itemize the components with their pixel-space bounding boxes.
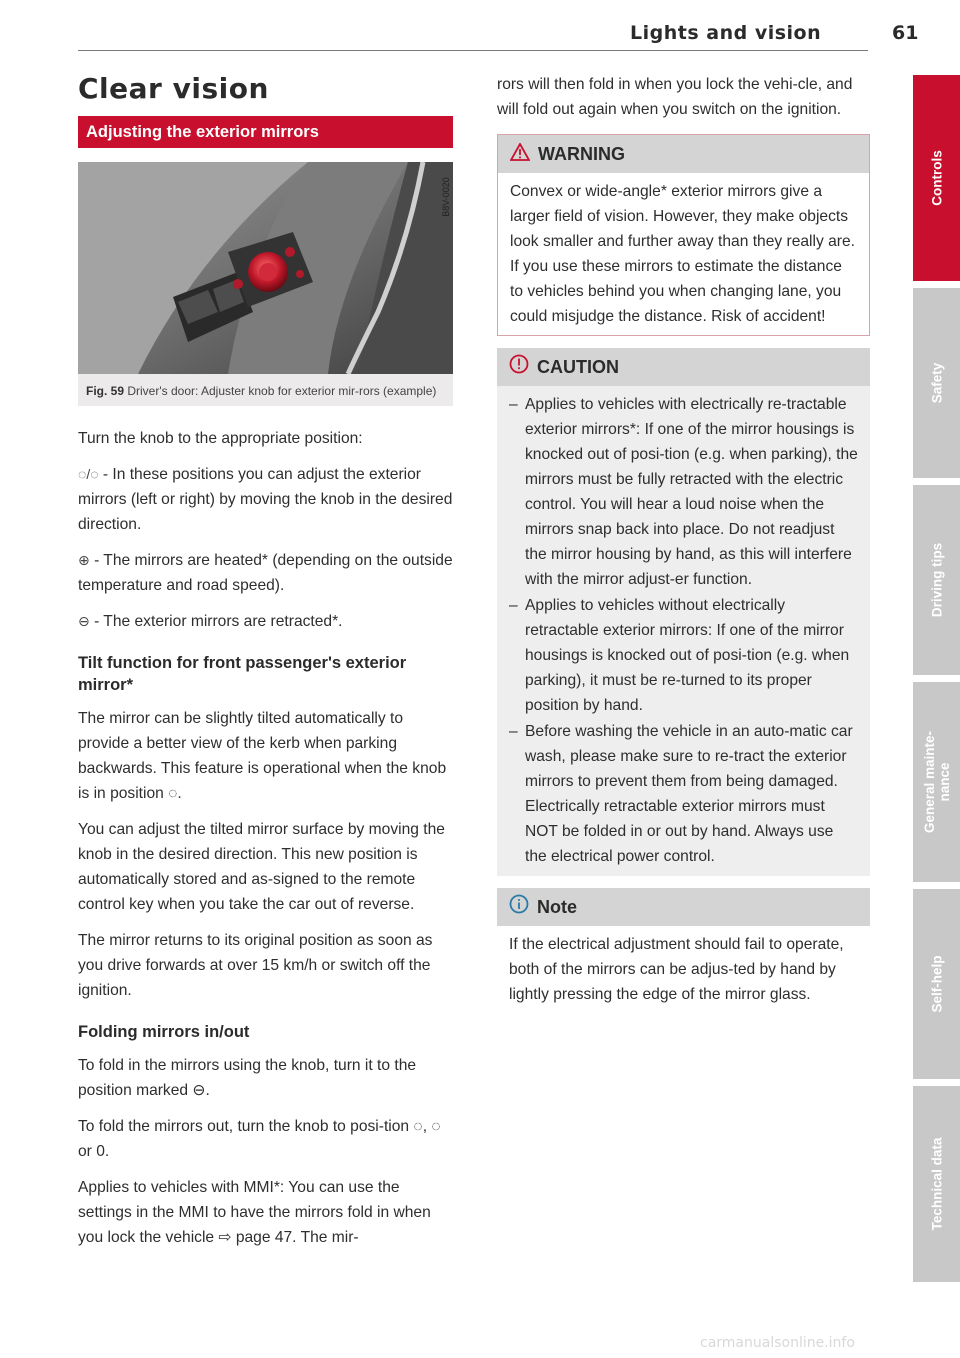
tilt-paragraph-2: You can adjust the tilted mirror surface by moving the knob in the desired direction. This new position is automatically stored and as-signed to the remote control key when you take the car out of reverse.: [78, 821, 445, 913]
tab-safety[interactable]: Safety: [913, 288, 960, 478]
caution-item: – Applies to vehicles with electrically re-tractable exterior mirrors*: If one of the mirror housings is knocked out of posi-tion (e.g. when parking), the mirrors must be fully retracted with the electric control. You will hear a loud noise when the mirrors snap back into place. Do not readjust the mirror housing by hand, as this will interfere with the mirror adjust-er function.: [509, 392, 858, 592]
caution-item: – Applies to vehicles without electrically retractable exterior mirrors: If one of the mirror housings is knocked out of posi-tion (e.g. when parking), it must be re-turned to its proper position by hand.: [509, 593, 858, 718]
note-text: If the electrical adjustment should fail to operate, both of the mirrors can be adjus-ted by hand by lightly pressing the edge of the mirror glass.: [509, 936, 844, 1003]
warning-box: [497, 134, 870, 336]
chapter-tabs: [913, 75, 960, 1289]
right-column: [497, 72, 870, 1013]
mirror-fold-icon: ⊖: [78, 613, 90, 629]
left-column: [78, 70, 453, 1261]
fold-paragraph-2: To fold the mirrors out, turn the knob to posi-tion ◌, ◌ or 0.: [78, 1118, 441, 1160]
fold-heading: Folding mirrors in/out: [78, 1023, 250, 1041]
tilt-paragraph-3: The mirror returns to its original position as soon as you drive forwards at over 15 km/h or switch off the ignition.: [78, 932, 433, 999]
mirror-heating-icon: ⊕: [78, 552, 90, 568]
caution-icon: [509, 349, 529, 387]
door-panel-illustration: [78, 162, 453, 374]
intro-text: Turn the knob to the appropriate position:: [78, 430, 363, 447]
running-header-title: Lights and vision: [630, 22, 822, 44]
tab-self-help[interactable]: Self-help: [913, 889, 960, 1079]
door-adjuster-photo: [78, 162, 453, 374]
info-icon: [509, 889, 529, 927]
tab-driving-tips[interactable]: Driving tips: [913, 485, 960, 675]
warning-triangle-icon: [510, 136, 530, 174]
tab-technical-data[interactable]: Technical data: [913, 1086, 960, 1282]
continued-text: rors will then fold in when you lock the vehi-cle, and will fold out again when you switch on the ignition.: [497, 76, 853, 118]
tilt-heading: Tilt function for front passenger's exterior mirror*: [78, 654, 407, 694]
mirror-left-right-icon: ◌/◌: [78, 466, 99, 482]
caution-list: [509, 392, 858, 869]
watermark: carmanualsonline.info: [700, 1335, 855, 1351]
caution-header: [497, 348, 870, 386]
page-number: 61: [892, 22, 919, 44]
subsection-title: Adjusting the exterior mirrors: [78, 116, 453, 148]
tab-general-maintenance[interactable]: General mainte-nance: [913, 682, 960, 882]
warning-title: WARNING: [538, 144, 625, 164]
fold-paragraph-3: Applies to vehicles with MMI*: You can use the settings in the MMI to have the mirrors fold in when you lock the vehicle ⇨ page 47. The mir-: [78, 1179, 431, 1246]
position-retracted: ⊖ - The exterior mirrors are retracted*.: [78, 609, 453, 634]
position-heated: ⊕ - The mirrors are heated* (depending on the outside temperature and road speed).: [78, 548, 453, 598]
caution-title: CAUTION: [537, 357, 619, 377]
fold-paragraph-1: To fold in the mirrors using the knob, turn it to the position marked ⊖.: [78, 1057, 417, 1099]
warning-text: Convex or wide-angle* exterior mirrors give a larger field of vision. However, they make objects look smaller and further away than they really are. If you use these mirrors to estimate the distance to vehicles behind you when changing lane, you could misjudge the distance. Risk of accident!: [510, 183, 855, 325]
tilt-paragraph-1: The mirror can be slightly tilted automatically to provide a better view of the kerb when parking backwards. This feature is operational when the knob is in position ◌.: [78, 710, 447, 802]
caution-box: [497, 348, 870, 876]
header-rule: [78, 50, 868, 51]
note-box: [497, 888, 870, 1013]
note-header: [497, 888, 870, 926]
warning-header: [498, 135, 869, 173]
figure-code: B8V-0020: [441, 177, 451, 217]
caution-item: – Before washing the vehicle in an auto-matic car wash, please make sure to re-tract the exterior mirrors to prevent them from being damaged. Electrically retractable exterior mirrors must NOT be folded in or out by hand. Always use the electrical power control.: [509, 719, 858, 869]
note-title: Note: [537, 897, 577, 917]
figure-caption: Fig. 59 Driver's door: Adjuster knob for exterior mir-rors (example): [86, 384, 437, 398]
tab-controls[interactable]: Controls: [913, 75, 960, 281]
section-title: Clear vision: [78, 72, 269, 105]
position-left-right: ◌/◌ - In these positions you can adjust the exterior mirrors (left or right) by moving the knob in the desired direction.: [78, 462, 453, 537]
figure-59: [78, 162, 453, 406]
